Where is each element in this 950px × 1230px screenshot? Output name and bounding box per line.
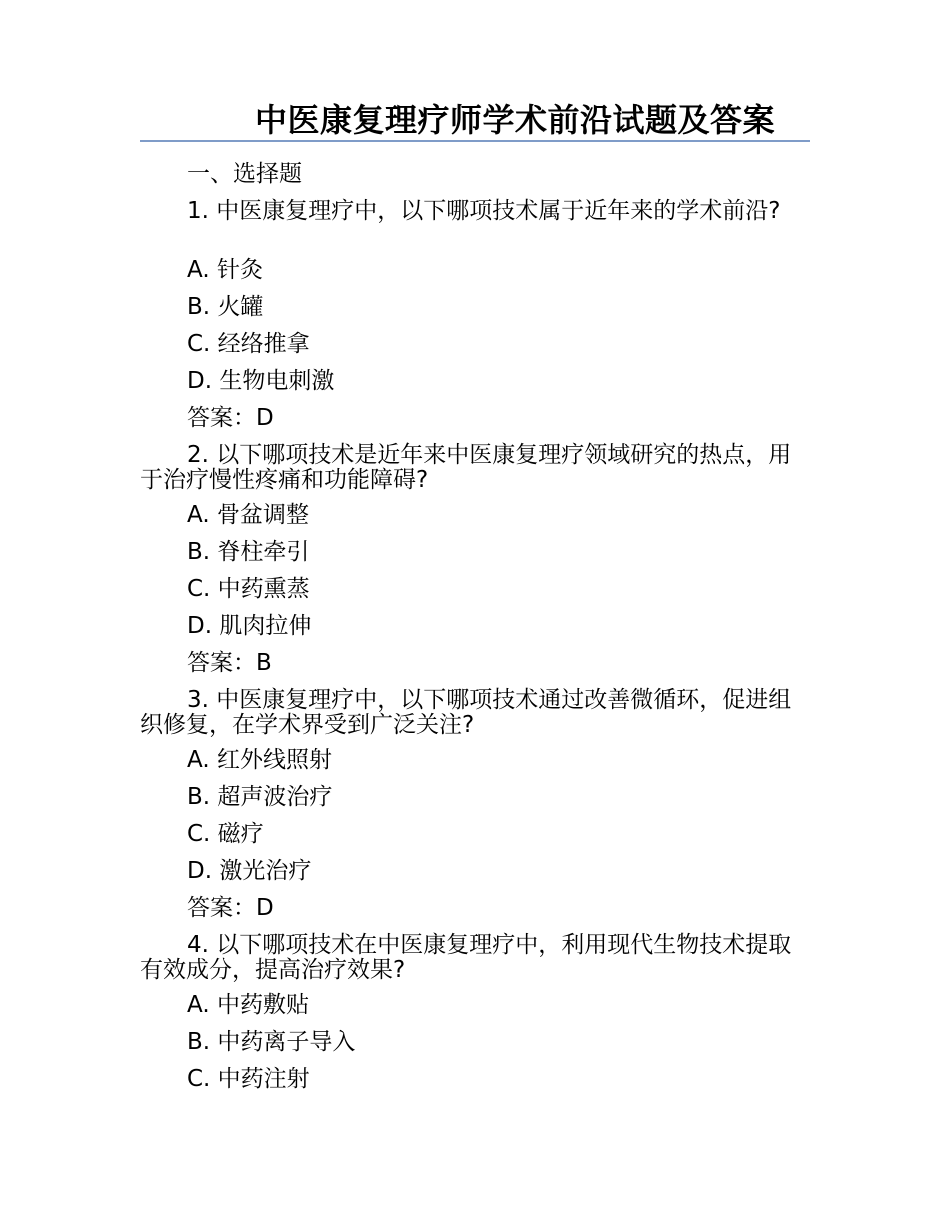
- question-2-text: 2. 以下哪项技术是近年来中医康复理疗领域研究的热点，用于治疗慢性疼痛和功能障碍?: [140, 442, 792, 493]
- question-2-answer: 答案：B: [187, 650, 272, 676]
- question-2-option-d: D. 肌肉拉伸: [187, 613, 312, 639]
- question-3-text: 3. 中医康复理疗中，以下哪项技术通过改善微循环，促进组织修复，在学术界受到广泛关注?: [140, 687, 792, 738]
- document-title: [140, 100, 810, 142]
- question-4-option-a: A. 中药敷贴: [187, 992, 309, 1018]
- question-1-option-c: C. 经络推拿: [187, 331, 310, 357]
- question-1-answer: 答案：D: [187, 405, 274, 431]
- question-2-option-a: A. 骨盆调整: [187, 502, 309, 528]
- question-4-option-b: B. 中药离子导入: [187, 1029, 356, 1055]
- question-1-option-d: D. 生物电刺激: [187, 368, 335, 394]
- question-1-option-a: A. 针灸: [187, 257, 263, 283]
- question-3-option-a: A. 红外线照射: [187, 747, 332, 773]
- question-4-text: 4. 以下哪项技术在中医康复理疗中，利用现代生物技术提取有效成分，提高治疗效果?: [140, 932, 792, 983]
- section-heading: 一、选择题: [187, 161, 302, 187]
- document-title-text: 中医康复理疗师学术前沿试题及答案: [254, 101, 775, 139]
- question-1-text: 1. 中医康复理疗中，以下哪项技术属于近年来的学术前沿?: [187, 198, 781, 224]
- question-4-option-c: C. 中药注射: [187, 1066, 310, 1092]
- question-3-answer: 答案：D: [187, 895, 274, 921]
- question-3-option-d: D. 激光治疗: [187, 858, 312, 884]
- question-1-option-b: B. 火罐: [187, 294, 264, 320]
- question-2-option-b: B. 脊柱牵引: [187, 539, 310, 565]
- question-2-option-c: C. 中药熏蒸: [187, 576, 310, 602]
- question-3-option-b: B. 超声波治疗: [187, 784, 333, 810]
- question-3-option-c: C. 磁疗: [187, 821, 264, 847]
